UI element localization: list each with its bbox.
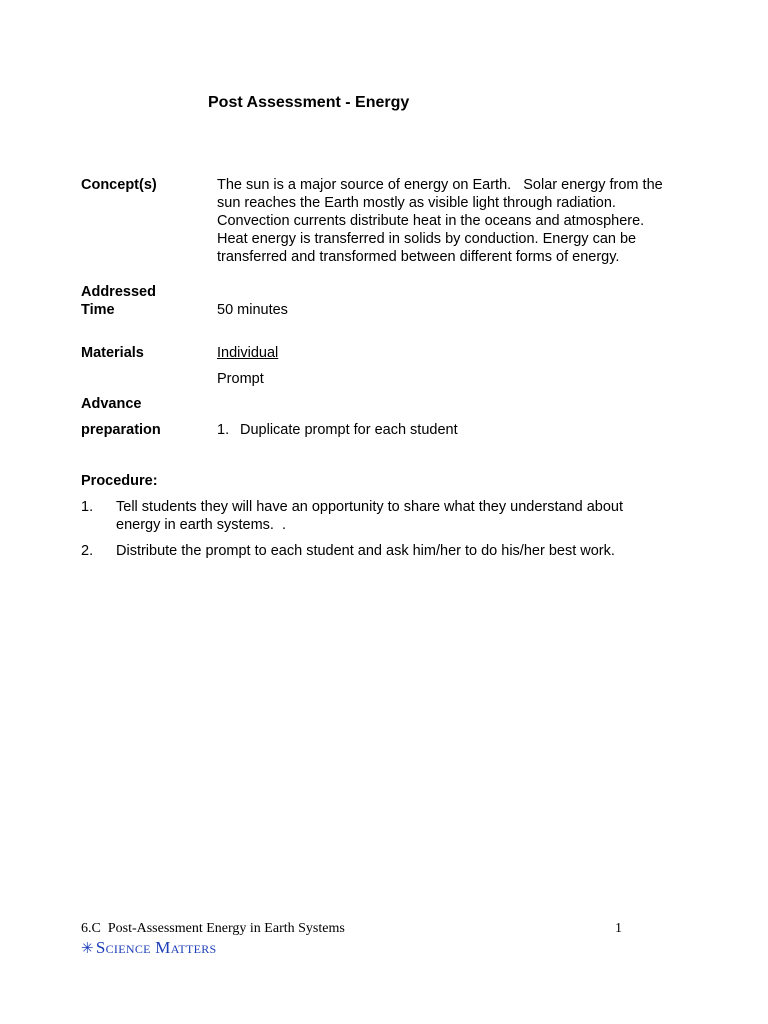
- concepts-line: transferred and transformed between different forms of energy.: [217, 249, 620, 265]
- procedure-step-line: energy in earth systems. .: [116, 517, 287, 533]
- procedure-step-line: Tell students they will have an opportunity to share what they understand about: [116, 499, 624, 515]
- procedure-heading: Procedure:: [81, 473, 158, 489]
- concepts-label: Concept(s): [81, 177, 157, 193]
- procedure-step-number: 1.: [81, 499, 94, 515]
- materials-item: Prompt: [217, 371, 264, 387]
- concepts-text: [217, 176, 697, 266]
- time-label-line2: Time: [81, 302, 115, 318]
- page-title: Post Assessment - Energy: [208, 94, 410, 111]
- asterisk-sun-icon: ✳: [81, 940, 94, 957]
- list-item: [81, 542, 661, 560]
- advance-label-line2: preparation: [81, 422, 161, 438]
- time-value: 50 minutes: [217, 302, 288, 318]
- procedure-step-text: Distribute the prompt to each student and ask him/her to do his/her best work.: [116, 543, 615, 559]
- procedure-list: [81, 498, 661, 568]
- concepts-line: The sun is a major source of energy on Earth. Solar energy from the: [217, 177, 663, 193]
- footer-page-number: 1: [615, 921, 622, 936]
- advance-step: [217, 421, 458, 439]
- materials-heading: Individual: [217, 345, 279, 361]
- procedure-step-text: [116, 498, 661, 534]
- time-label-line1: Addressed: [81, 284, 156, 300]
- concepts-line: Heat energy is transferred in solids by conduction. Energy can be: [217, 231, 637, 247]
- advance-step-number: 1.: [217, 422, 230, 438]
- advance-label-line1: Advance: [81, 396, 142, 412]
- list-item: [81, 498, 661, 534]
- brand-name: Science Matters: [95, 938, 217, 957]
- concepts-line: sun reaches the Earth mostly as visible light through radiation.: [217, 195, 616, 211]
- procedure-step-number: 2.: [81, 543, 94, 559]
- footer-text: 6.C Post-Assessment Energy in Earth Systems: [81, 921, 345, 936]
- concepts-line: Convection currents distribute heat in the oceans and atmosphere.: [217, 213, 645, 229]
- advance-step-text: Duplicate prompt for each student: [240, 422, 458, 438]
- materials-label: Materials: [81, 345, 144, 361]
- time-label: [81, 283, 156, 319]
- brand-logo: [81, 938, 217, 958]
